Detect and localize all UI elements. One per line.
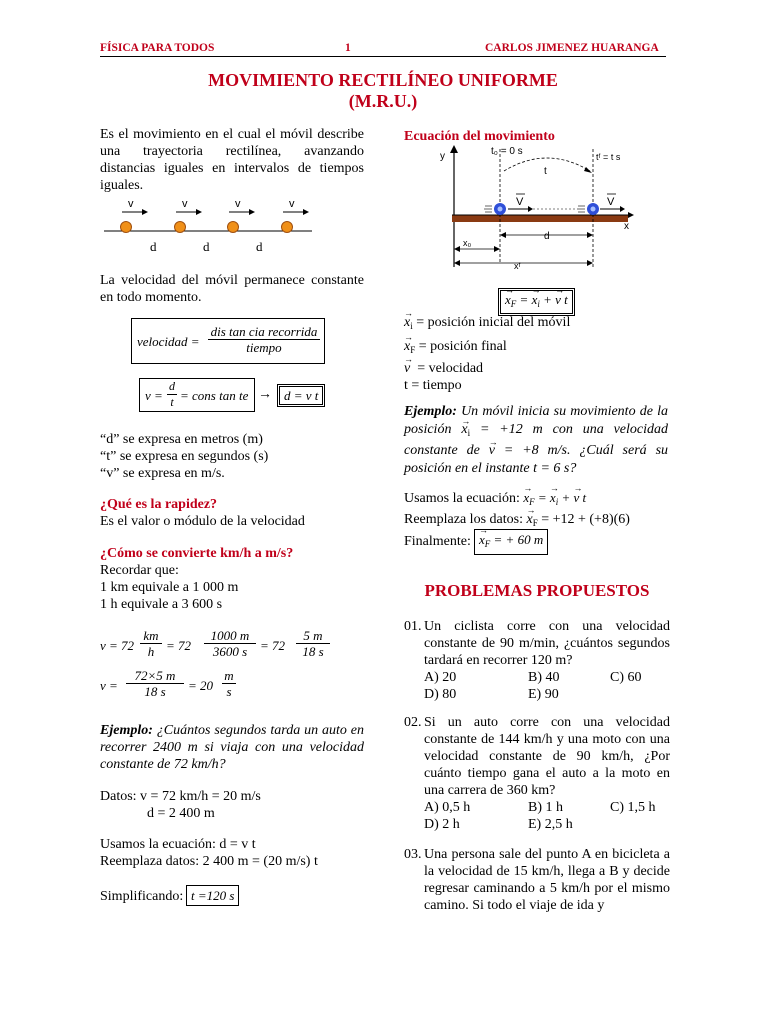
rapidez-question: ¿Qué es la rapidez? bbox=[100, 497, 218, 512]
x-axis-label: x bbox=[624, 221, 629, 232]
left-example bbox=[100, 722, 364, 773]
example-text: ¿Cuántos segundos tarda un auto en recorrer 2400 m si viaja con una velocidad constante de 72 km/h? bbox=[100, 723, 364, 772]
usamos-equation-line: Usamos la ecuación: → $x_F$ = → $x_i$ + → v t bbox=[404, 489, 586, 511]
t-label: t bbox=[544, 166, 547, 177]
step-2 bbox=[175, 209, 203, 233]
def-v: → v = velocidad bbox=[404, 360, 670, 377]
def-t: t = tiempo bbox=[404, 378, 462, 393]
right-example: Ejemplo: Un móvil inicia su movimiento de la posición → $x_i = +12$ m con una velocidad constante de → v = +8 m/s. ¿Cuál será su posición en el instante t = 6 s? bbox=[404, 403, 668, 478]
symbol-definitions bbox=[404, 312, 670, 394]
mobile-dot bbox=[282, 222, 293, 233]
v-label: v bbox=[182, 198, 188, 210]
page-number: 1 bbox=[345, 42, 351, 54]
travel-arc bbox=[504, 158, 590, 171]
velocity-definition-box bbox=[131, 318, 325, 364]
page-subtitle: (M.R.U.) bbox=[348, 91, 418, 111]
simplificando-label: Simplificando: bbox=[100, 889, 184, 904]
unit-v: “v” se expresa en m/s. bbox=[100, 466, 225, 481]
tf-label: tᶠ = t s bbox=[596, 152, 621, 162]
reemplaza-line: Reemplaza datos: 2 400 m = (20 m/s) t bbox=[100, 854, 318, 869]
def-xi: → $x_i$ = posición inicial del móvil bbox=[404, 314, 670, 335]
uniform-motion-diagram bbox=[100, 196, 320, 256]
reemplaza-datos-line: Reemplaza los datos: → $x_F = +12 + (+8)(6)$ bbox=[404, 511, 630, 532]
v-label: v bbox=[235, 198, 241, 210]
t0-label: t₀ = 0 s bbox=[491, 146, 523, 157]
d-dimension-label: d bbox=[544, 231, 550, 242]
usamos-line: Usamos la ecuación: d = v t bbox=[100, 837, 256, 852]
conversion-formula-2: v = $\frac{72\times 5 m}{18 s}$ = 20 $\frac{m}{s}$ bbox=[100, 666, 300, 704]
step-4 bbox=[282, 209, 310, 233]
speed-formula-box: v = $\frac{d}{t}$ = cons tan te bbox=[139, 378, 255, 412]
unit-d: “d” se expresa en metros (m) bbox=[100, 432, 263, 447]
header-rule bbox=[100, 56, 666, 57]
step-1 bbox=[121, 209, 149, 233]
d-label: d bbox=[203, 239, 210, 254]
step-3 bbox=[228, 209, 256, 233]
conversion-formula-1: v = 72 $\frac{km}{h}$ = 72 $\frac{1000 m}{3600 s}$ = 72 $\frac{5 m}{18 s}$ bbox=[100, 626, 370, 664]
y-axis-label: y bbox=[440, 151, 445, 162]
distance-result-box: d = v t bbox=[277, 384, 325, 407]
velocity-label: V bbox=[607, 196, 615, 208]
conversion-question: ¿Cómo se convierte km/h a m/s? bbox=[100, 546, 294, 561]
fraction-denominator: tiempo bbox=[246, 340, 282, 355]
problems-heading: PROBLEMAS PROPUESTOS bbox=[424, 581, 650, 600]
problem-01: 01. Un ciclista corre con una velocidad constante de 90 m/min, ¿cuántos segundos tardará en recorrer 120 m? A) 20 B) 40 C) 60 D) 80 E) 90 bbox=[404, 619, 670, 702]
mobile-dot bbox=[175, 222, 186, 233]
velocity-lhs: velocidad = bbox=[137, 334, 200, 349]
problem-03: 03. Una persona sale del punto A en bicicleta a la velocidad de 15 km/h, llega a B y decide regresar caminando a 5 km/h por el mismo camino. Si todo el viaje de ida y bbox=[404, 847, 670, 913]
d-label: d bbox=[256, 239, 263, 254]
equation-heading: Ecuación del movimiento bbox=[404, 129, 555, 144]
datos-line-2: d = 2 400 m bbox=[147, 806, 215, 821]
road-surface bbox=[452, 215, 628, 222]
example-label: Ejemplo: bbox=[100, 723, 153, 738]
velocity-label: V bbox=[516, 196, 524, 208]
d-label: d bbox=[150, 239, 157, 254]
problem-options: A) 0,5 h B) 1 h C) 1,5 h D) 2 h E) 2,5 h bbox=[424, 800, 656, 832]
units-list bbox=[100, 431, 364, 482]
datos-line-1: Datos: v = 72 km/h = 20 m/s bbox=[100, 789, 261, 804]
problem-text: Un ciclista corre con una velocidad constante de 90 m/min, ¿cuántos segundos tardará en recorrer 120 m? bbox=[424, 619, 670, 668]
xf-label: xᶠ bbox=[514, 261, 521, 271]
implies-arrow: → bbox=[258, 387, 272, 402]
def-xf: → $x_F$ = posición final bbox=[404, 338, 670, 359]
header-left: FÍSICA PARA TODOS bbox=[100, 42, 215, 54]
intro-paragraph: Es el movimiento en el cual el móvil describe una trayectoria rectilínea, avanzando distancias iguales en intervalos de tiempos iguales. bbox=[100, 127, 364, 193]
recall-list: Recordar que: 1 km equivale a 1 000 m 1 h equivale a 3 600 s bbox=[100, 563, 239, 612]
constant-velocity-text: La velocidad del móvil permanece constante en todo momento. bbox=[100, 273, 364, 305]
motion-equation-box: → $x_F$ = → $x_i$ + → v t bbox=[498, 288, 575, 316]
problem-02: 02. Si un auto corre con una velocidad constante de 144 km/h y una moto con una velocidad constante de 90 km/h, ¿Por cuánto tiempo gana el auto a la moto en una carrera de 360 km? A) 0,5 h B) 1 h C) 1,5 h D) 2 h E) 2,5 h bbox=[404, 715, 670, 832]
equation-diagram bbox=[432, 143, 650, 273]
header-right: CARLOS JIMENEZ HUARANGA bbox=[485, 42, 659, 54]
velocity-fraction bbox=[208, 324, 320, 355]
problem-options: A) 20 B) 40 C) 60 D) 80 E) 90 bbox=[424, 670, 642, 702]
v-label: v bbox=[128, 198, 134, 210]
unit-t: “t” se expresa en segundos (s) bbox=[100, 449, 269, 464]
time-result-box: t =120 s bbox=[186, 885, 239, 906]
v-label: v bbox=[289, 198, 295, 210]
rapidez-answer: Es el valor o módulo de la velocidad bbox=[100, 514, 305, 529]
problem-text: Una persona sale del punto A en bicicleta a la velocidad de 15 km/h, llega a B y decide regresar caminando a 5 km/h por el mismo camino. Si todo el viaje de ida y bbox=[424, 847, 670, 913]
mobile-dot bbox=[121, 222, 132, 233]
mobile-dot bbox=[228, 222, 239, 233]
problem-text: Si un auto corre con una velocidad constante de 144 km/h y una moto con una velocidad constante de 90 km/h, ¿Por cuánto tiempo gana el auto a la moto en una carrera de 360 km? bbox=[424, 715, 670, 798]
final-position-box: → $x_F$ = + 60 m bbox=[474, 529, 548, 555]
fraction-numerator: dis tan cia recorrida bbox=[208, 324, 320, 340]
x0-label: x₀ bbox=[463, 238, 472, 248]
page-title: MOVIMIENTO RECTILÍNEO UNIFORME bbox=[208, 70, 558, 90]
finalmente-label: Finalmente: bbox=[404, 534, 471, 549]
